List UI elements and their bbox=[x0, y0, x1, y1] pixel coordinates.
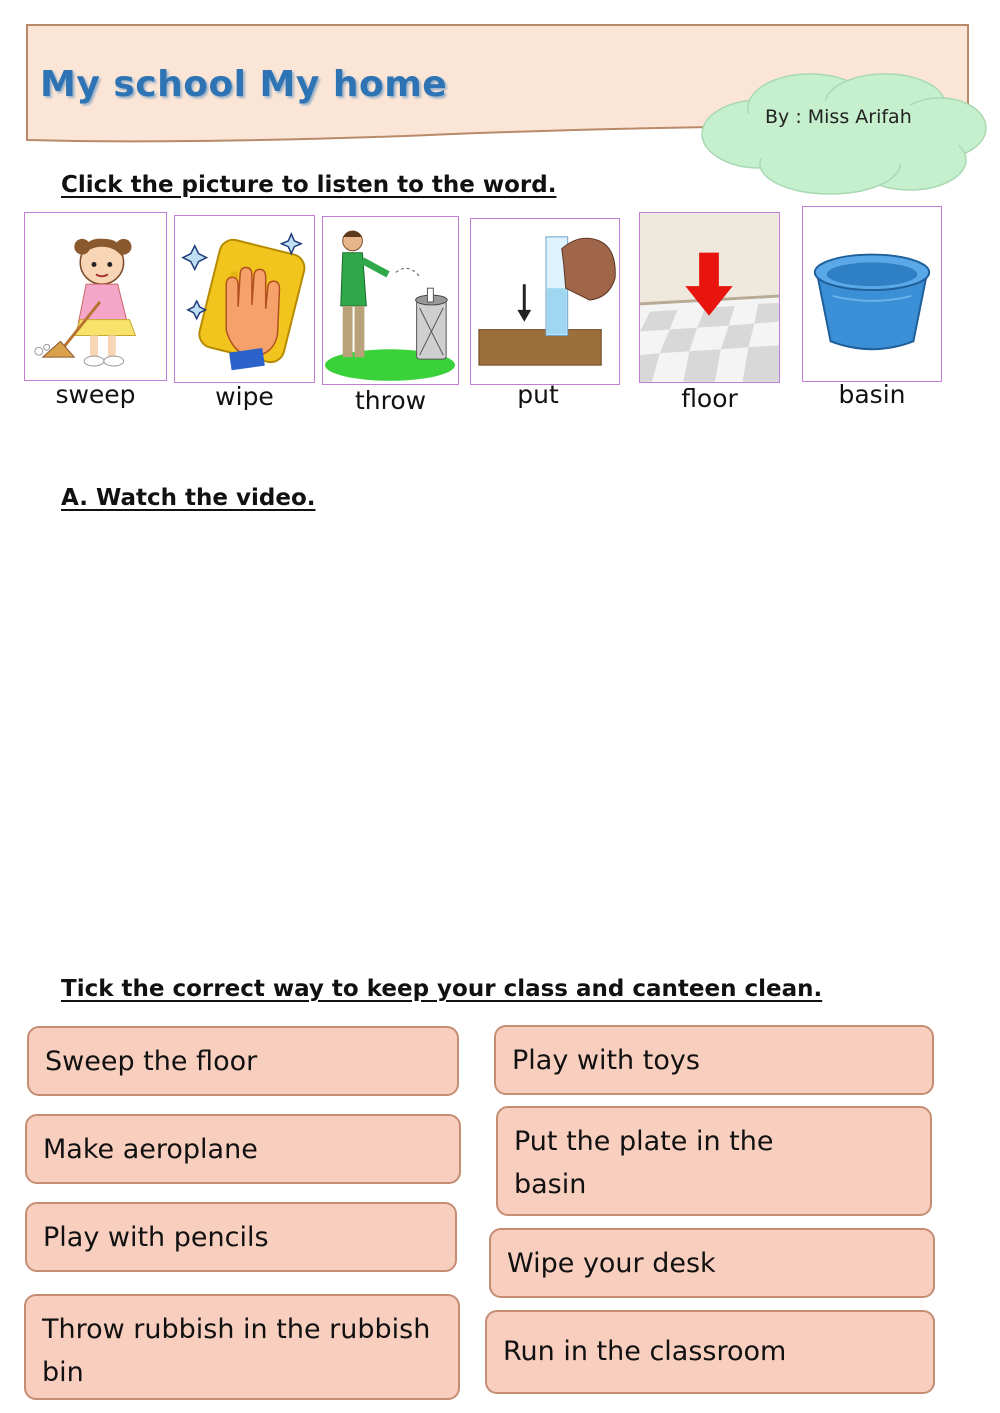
word-sweep: sweep bbox=[55, 380, 136, 409]
option-put-plate-in-basin[interactable]: Put the plate in the basin bbox=[496, 1106, 932, 1216]
option-wipe-your-desk[interactable]: Wipe your desk bbox=[489, 1228, 935, 1298]
word-basin: basin bbox=[838, 380, 906, 409]
author-credit: By : Miss Arifah bbox=[765, 106, 912, 128]
option-throw-rubbish-in-bin[interactable]: Throw rubbish in the rubbish bin bbox=[24, 1294, 460, 1400]
option-sweep-the-floor[interactable]: Sweep the floor bbox=[27, 1026, 459, 1096]
author-cloud bbox=[700, 72, 988, 196]
word-wipe: wipe bbox=[215, 382, 274, 411]
page-title: My school My home bbox=[40, 64, 448, 105]
word-throw: throw bbox=[354, 386, 427, 415]
video-placeholder[interactable] bbox=[60, 525, 940, 955]
girl-sweeping-icon bbox=[25, 213, 166, 380]
word-put: put bbox=[517, 380, 559, 409]
picture-floor[interactable] bbox=[639, 212, 780, 383]
picture-put[interactable] bbox=[470, 218, 620, 385]
option-run-in-classroom[interactable]: Run in the classroom bbox=[485, 1310, 935, 1394]
tick-instruction: Tick the correct way to keep your class and canteen clean. bbox=[61, 976, 823, 1002]
vocab-instruction: Click the picture to listen to the word. bbox=[61, 172, 557, 198]
picture-sweep[interactable] bbox=[24, 212, 167, 381]
option-make-aeroplane[interactable]: Make aeroplane bbox=[25, 1114, 461, 1184]
option-play-with-toys[interactable]: Play with toys bbox=[494, 1025, 934, 1095]
section-a-heading: A. Watch the video. bbox=[61, 485, 316, 511]
sponge-wipe-icon bbox=[175, 216, 314, 382]
floor-arrow-icon bbox=[640, 213, 779, 382]
blue-basin-icon bbox=[803, 207, 941, 381]
word-floor: floor bbox=[681, 384, 738, 413]
picture-wipe[interactable] bbox=[174, 215, 315, 383]
option-play-with-pencils[interactable]: Play with pencils bbox=[25, 1202, 457, 1272]
picture-basin[interactable] bbox=[802, 206, 942, 382]
man-throwing-rubbish-icon bbox=[323, 217, 458, 384]
hand-putting-glass-icon bbox=[471, 219, 619, 384]
picture-throw[interactable] bbox=[322, 216, 459, 385]
